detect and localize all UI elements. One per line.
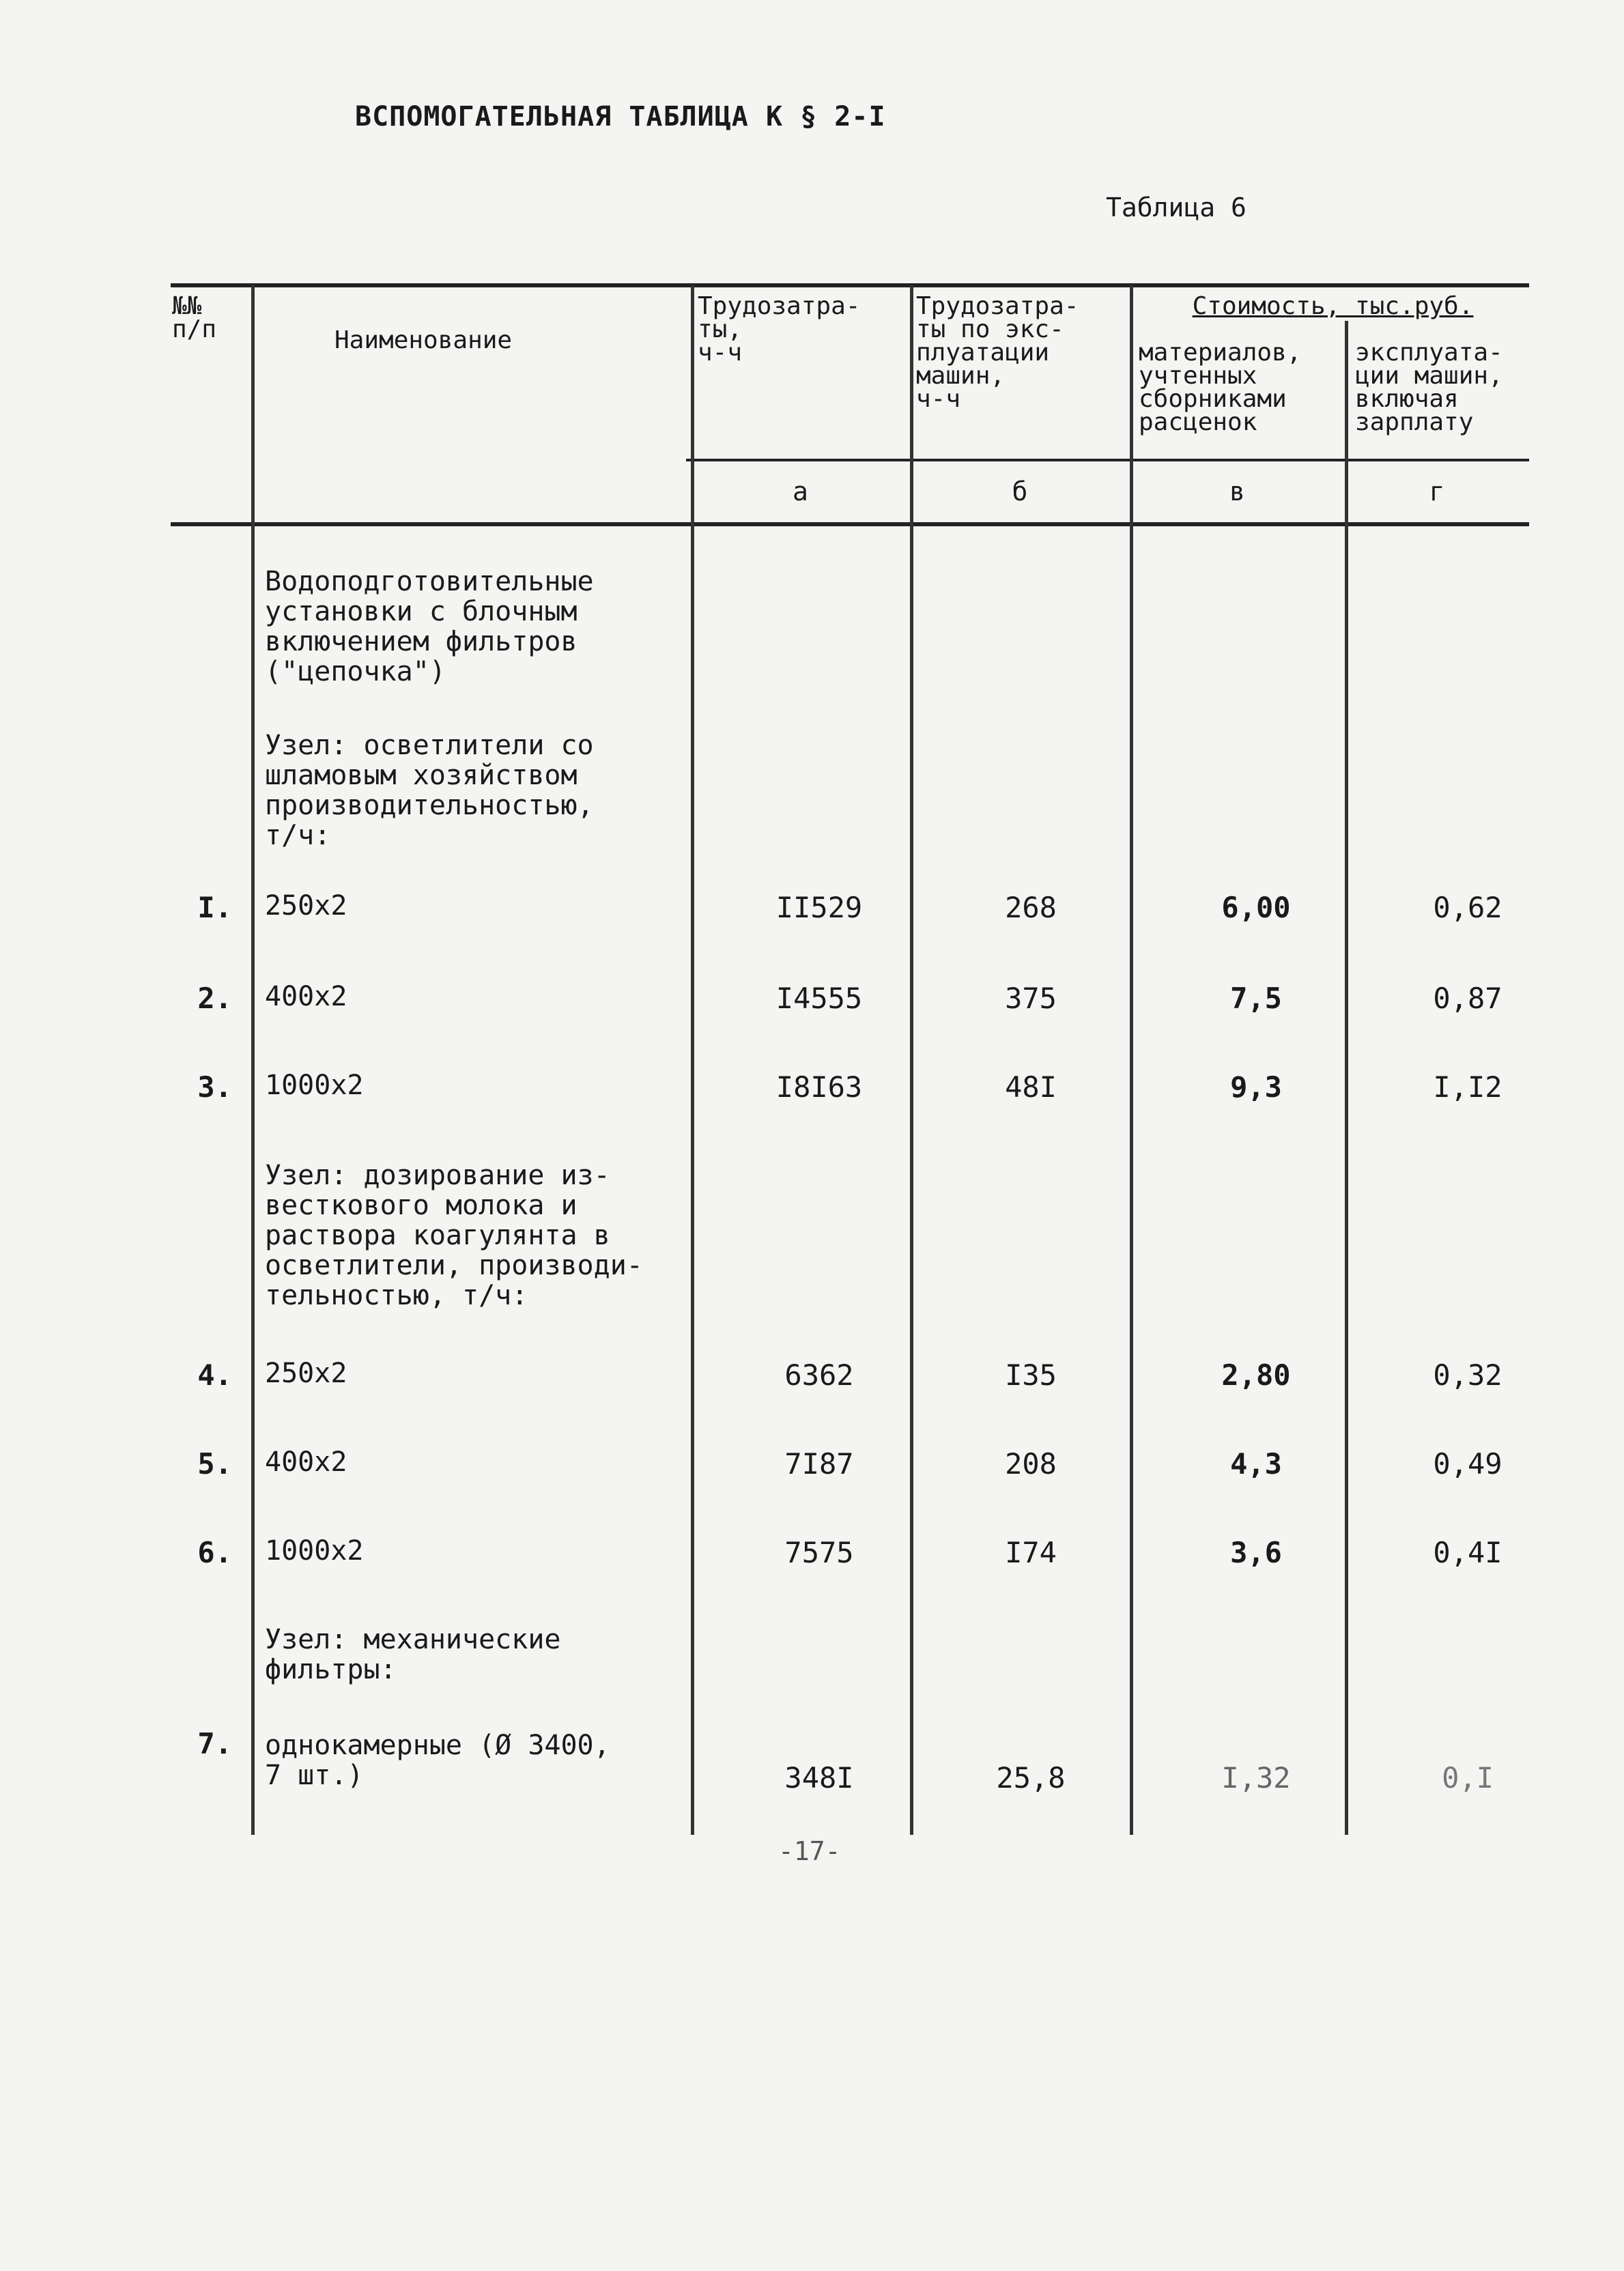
row-labor: I8I63 bbox=[775, 1070, 863, 1104]
row-cost-materials: 4,3 bbox=[1230, 1447, 1282, 1481]
row-cost-materials: 7,5 bbox=[1230, 982, 1282, 1015]
section-heading: Водоподготовительные установки с блочным включением фильтров ("цепочка") bbox=[265, 566, 594, 687]
row-cost-materials: 9,3 bbox=[1230, 1070, 1282, 1104]
row-name: однокамерные (Ø 3400, 7 шт.) bbox=[265, 1730, 610, 1791]
row-labor: 348I bbox=[784, 1761, 854, 1795]
row-cost-operation: 0,32 bbox=[1433, 1358, 1502, 1392]
header-col-g: г bbox=[1429, 476, 1445, 506]
header-col-a: а bbox=[793, 476, 808, 506]
row-name: 400х2 bbox=[265, 981, 347, 1012]
section-heading: Узел: осветлители со шламовым хозяйством производительностью, т/ч: bbox=[265, 730, 594, 851]
row-labor-machines: 48I bbox=[1005, 1070, 1057, 1104]
row-labor-machines: 208 bbox=[1005, 1447, 1057, 1481]
row-name: 1000х2 bbox=[265, 1070, 364, 1101]
row-name: 1000х2 bbox=[265, 1535, 364, 1567]
row-cost-materials: 6,00 bbox=[1221, 891, 1291, 924]
section-heading: Узел: механические фильтры: bbox=[265, 1624, 561, 1685]
row-labor: 7575 bbox=[784, 1536, 854, 1569]
document-title: ВСПОМОГАТЕЛЬНАЯ ТАБЛИЦА К § 2-I bbox=[355, 101, 886, 132]
header-labor: Трудозатра- ты, ч-ч bbox=[698, 292, 861, 367]
row-number: I. bbox=[197, 891, 232, 924]
row-number: 5. bbox=[197, 1447, 232, 1481]
col-divider-4 bbox=[1130, 285, 1133, 1835]
col-divider-1 bbox=[251, 285, 255, 1835]
header-labor-machines: Трудозатра- ты по экс- плуатации машин, ч-ч bbox=[916, 292, 1079, 413]
header-col-b: б bbox=[1012, 476, 1028, 506]
row-cost-operation: 0,49 bbox=[1433, 1447, 1502, 1481]
row-cost-operation: 0,I bbox=[1442, 1761, 1494, 1795]
row-cost-materials: 2,80 bbox=[1221, 1358, 1291, 1392]
header-col-v: в bbox=[1229, 476, 1245, 506]
page-number: -17- bbox=[778, 1836, 841, 1866]
table-label: Таблица 6 bbox=[1106, 192, 1247, 223]
header-cost-materials: материалов, учтенных сборниками расценок bbox=[1139, 339, 1302, 436]
row-number: 4. bbox=[197, 1358, 232, 1392]
row-cost-materials: 3,6 bbox=[1230, 1536, 1282, 1569]
header-cost-group: Стоимость, тыс.руб. bbox=[1192, 292, 1474, 320]
row-cost-materials: I,32 bbox=[1221, 1761, 1291, 1795]
row-labor-machines: 268 bbox=[1005, 891, 1057, 924]
row-cost-operation: 0,62 bbox=[1433, 891, 1502, 924]
header-bottom-rule bbox=[171, 522, 1529, 526]
header-cost-operation: эксплуата- ции машин, включая зарплату bbox=[1355, 339, 1503, 436]
section-heading: Узел: дозирование из- весткового молока и раствора коагулянта в осветлители, производи- тельностью, т/ч: bbox=[265, 1160, 643, 1311]
row-labor: 7I87 bbox=[784, 1447, 854, 1481]
row-cost-operation: 0,87 bbox=[1433, 982, 1502, 1015]
row-number: 6. bbox=[197, 1536, 232, 1569]
row-labor-machines: I74 bbox=[1005, 1536, 1057, 1569]
row-labor: I4555 bbox=[775, 982, 863, 1015]
row-labor: II529 bbox=[775, 891, 863, 924]
row-labor-machines: 375 bbox=[1005, 982, 1057, 1015]
row-labor-machines: 25,8 bbox=[996, 1761, 1066, 1795]
col-divider-2 bbox=[691, 285, 694, 1835]
row-cost-operation: 0,4I bbox=[1433, 1536, 1502, 1569]
col-divider-3 bbox=[910, 285, 913, 1835]
header-inner-rule bbox=[686, 459, 1529, 461]
header-num: №№ п/п bbox=[172, 292, 217, 343]
row-labor-machines: I35 bbox=[1005, 1358, 1057, 1392]
row-number: 7. bbox=[197, 1727, 232, 1760]
row-number: 3. bbox=[197, 1070, 232, 1104]
row-name: 400х2 bbox=[265, 1446, 347, 1478]
row-number: 2. bbox=[197, 982, 232, 1015]
header-name: Наименование bbox=[334, 326, 513, 354]
row-cost-operation: I,I2 bbox=[1433, 1070, 1502, 1104]
table-top-rule bbox=[171, 283, 1529, 287]
row-name: 250х2 bbox=[265, 1358, 347, 1389]
row-name: 250х2 bbox=[265, 890, 347, 922]
row-labor: 6362 bbox=[784, 1358, 854, 1392]
